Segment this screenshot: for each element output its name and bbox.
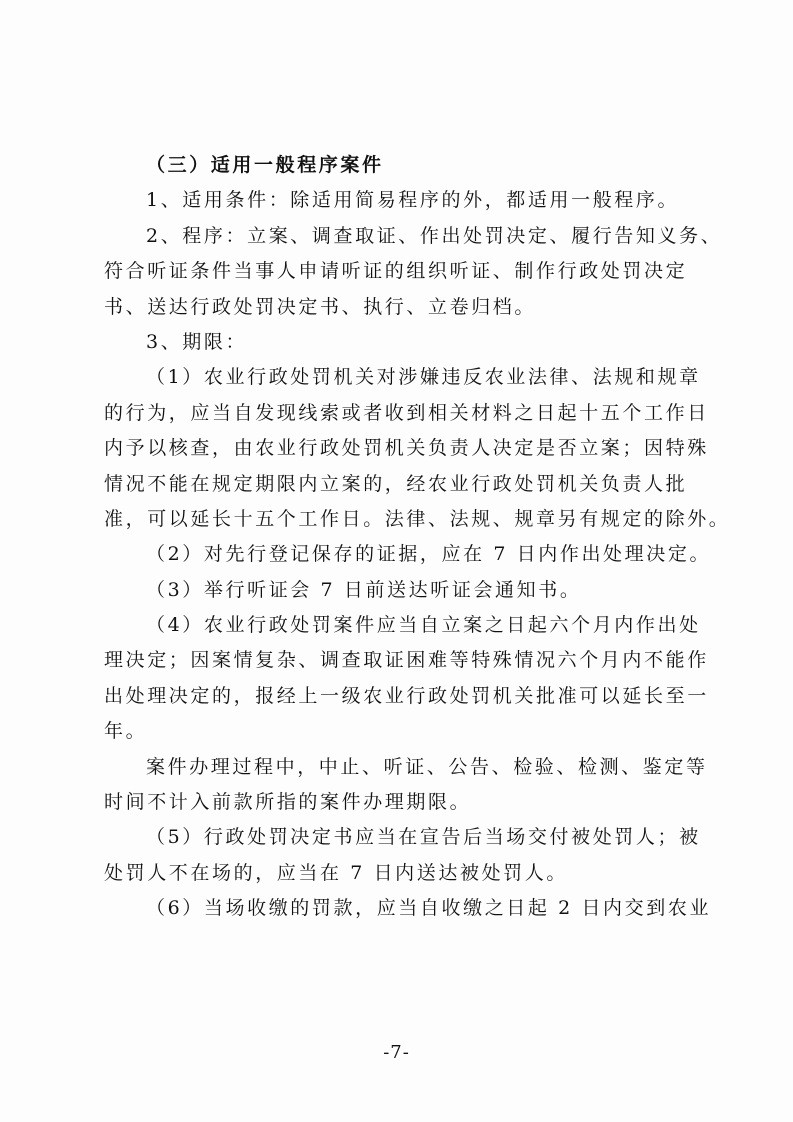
paragraph-line: 1、适用条件：除适用简易程序的外，都适用一般程序。: [146, 189, 680, 212]
paragraph-line: （1）农业行政处罚机关对涉嫌违反农业法律、法规和规章: [146, 366, 701, 389]
paragraph-line: 符合听证条件当事人申请听证的组织听证、制作行政处罚决定: [104, 260, 688, 283]
paragraph-line: 书、送达行政处罚决定书、执行、立卷归档。: [104, 295, 537, 318]
paragraph-line: 准，可以延长十五个工作日。法律、法规、规章另有规定的除外。: [104, 507, 731, 530]
paragraph-line: 时间不计入前款所指的案件办理期限。: [104, 791, 472, 814]
paragraph-line: 2、程序：立案、调查取证、作出处罚决定、履行告知义务、: [146, 224, 723, 247]
paragraph-line: （5）行政处罚决定书应当在宣告后当场交付被处罚人；被: [146, 826, 701, 849]
section-heading: （三）适用一般程序案件: [146, 154, 384, 176]
paragraph-line: 的行为，应当自发现线索或者收到相关材料之日起十五个工作日: [104, 401, 709, 424]
paragraph-line: （2）对先行登记保存的证据，应在 7 日内作出处理决定。: [146, 543, 712, 566]
paragraph-line: 情况不能在规定期限内立案的，经农业行政处罚机关负责人批: [104, 472, 688, 495]
paragraph-line: （4）农业行政处罚案件应当自立案之日起六个月内作出处: [146, 614, 701, 637]
paragraph-line: 3、期限：: [146, 330, 248, 353]
paragraph-line: （3）举行听证会 7 日前送达听证会通知书。: [146, 578, 582, 601]
paragraph-line: 理决定；因案情复杂、调查取证困难等特殊情况六个月内不能作: [104, 649, 709, 672]
paragraph-line: 出处理决定的，报经上一级农业行政处罚机关批准可以延长至一: [104, 684, 709, 707]
paragraph-line: 内予以核查，由农业行政处罚机关负责人决定是否立案；因特殊: [104, 437, 709, 460]
document-body: [104, 148, 731, 927]
paragraph-line: 年。: [104, 720, 148, 743]
paragraph-line: （6）当场收缴的罚款，应当自收缴之日起 2 日内交到农业: [146, 897, 712, 920]
paragraph-line: 处罚人不在场的，应当在 7 日内送达被处罚人。: [104, 861, 568, 884]
page-number: -7-: [383, 1042, 410, 1063]
paragraph-line: 案件办理过程中，中止、听证、公告、检验、检测、鉴定等: [146, 755, 708, 778]
